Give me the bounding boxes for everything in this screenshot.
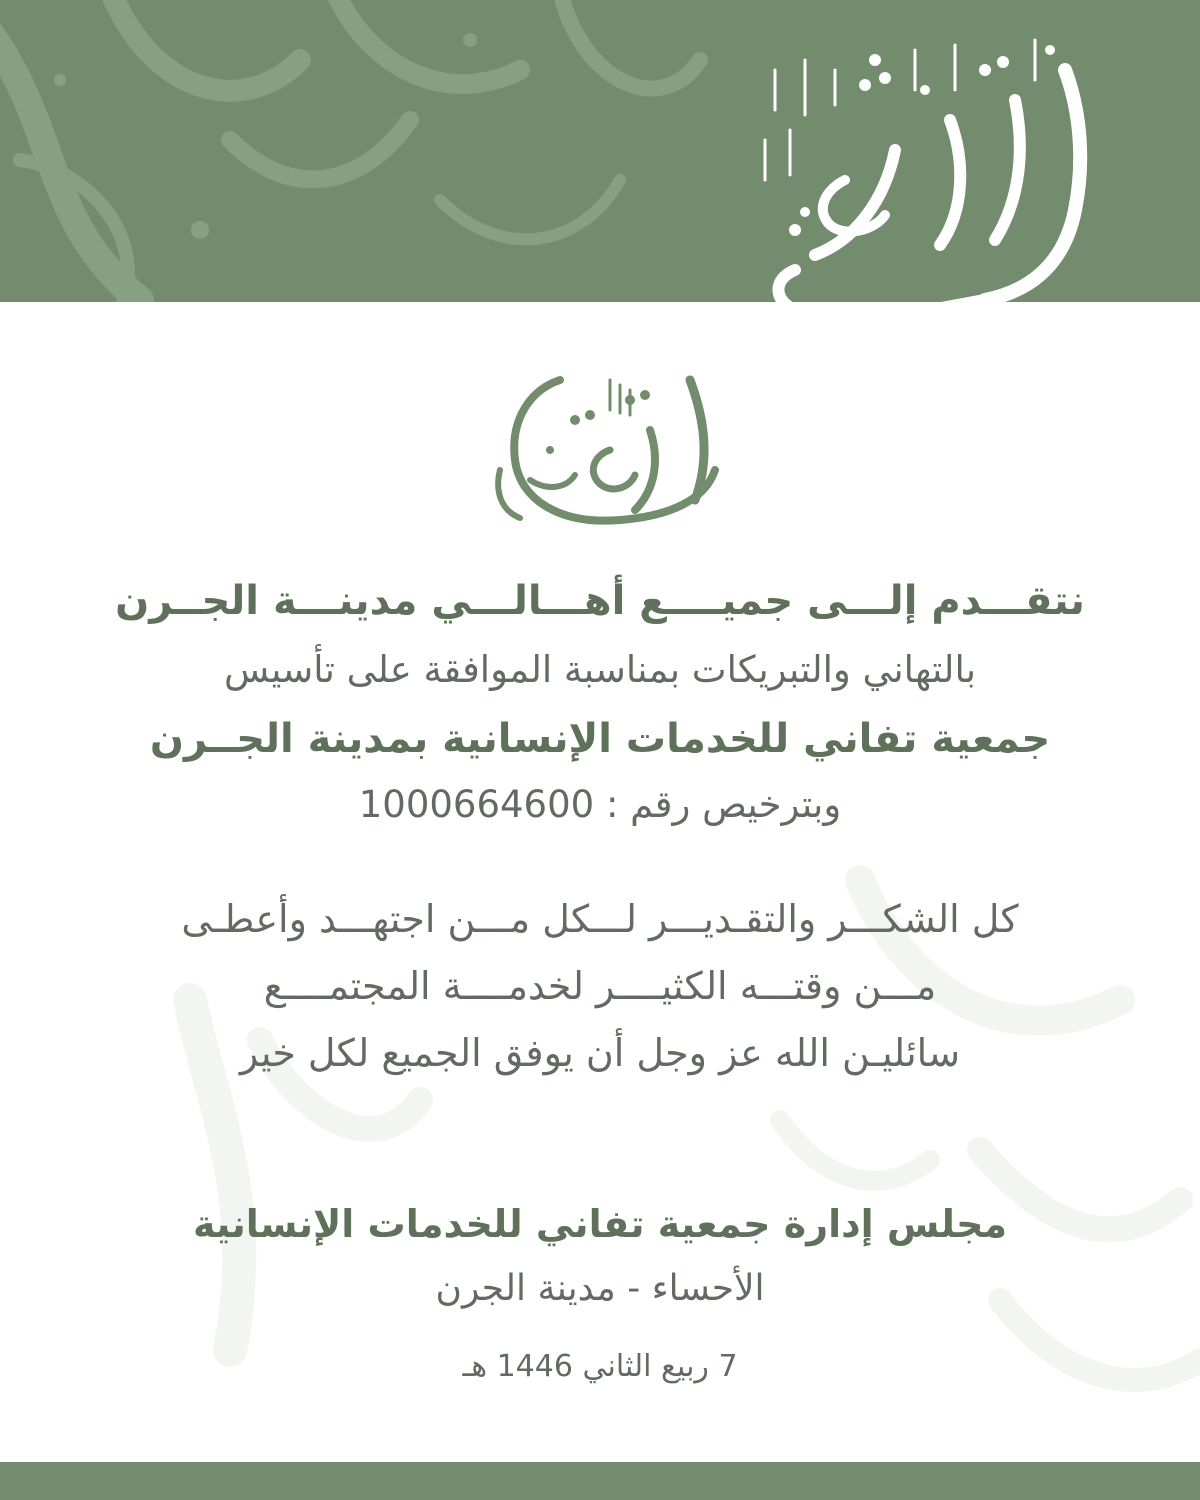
announcement-line-1: نتقـــدم إلـــى جميــــع أهـــالـــي مدينـــة الجــرن [115, 578, 1085, 624]
thanks-line-1: كل الشكـــر والتقـديـــر لـــكل مـــن اجتهـــد وأعطـى [181, 897, 1019, 941]
announcement-line-2: بالتهاني والتبريكات بمناسبة الموافقة على تأسيس [223, 648, 977, 691]
congratulations-calligraphy [470, 340, 730, 540]
hijri-date: 7 ربيع الثاني 1446 هـ [462, 1349, 738, 1384]
announcement-line-3: جمعية تفاني للخدمات الإنسانية بمدينة الجــرن [149, 716, 1051, 762]
thanks-line-3: سائليـن الله عز وجل أن يوفق الجميع لكل خير [239, 1031, 961, 1075]
tafani-logo [735, 30, 1115, 302]
license-number: 1000664600 [358, 783, 595, 826]
thanks-line-2: مـــن وقتـــه الكثيــــر لخدمــــة المجتمــــع [263, 964, 937, 1008]
header-band [0, 0, 1200, 302]
license-line [0, 783, 1200, 826]
footer-band [0, 1462, 1200, 1500]
signature-org: مجلس إدارة جمعية تفاني للخدمات الإنسانية [192, 1202, 1008, 1246]
signature-location: الأحساء - مدينة الجرن [435, 1268, 765, 1309]
license-label: وبترخيص رقم : [605, 783, 842, 826]
